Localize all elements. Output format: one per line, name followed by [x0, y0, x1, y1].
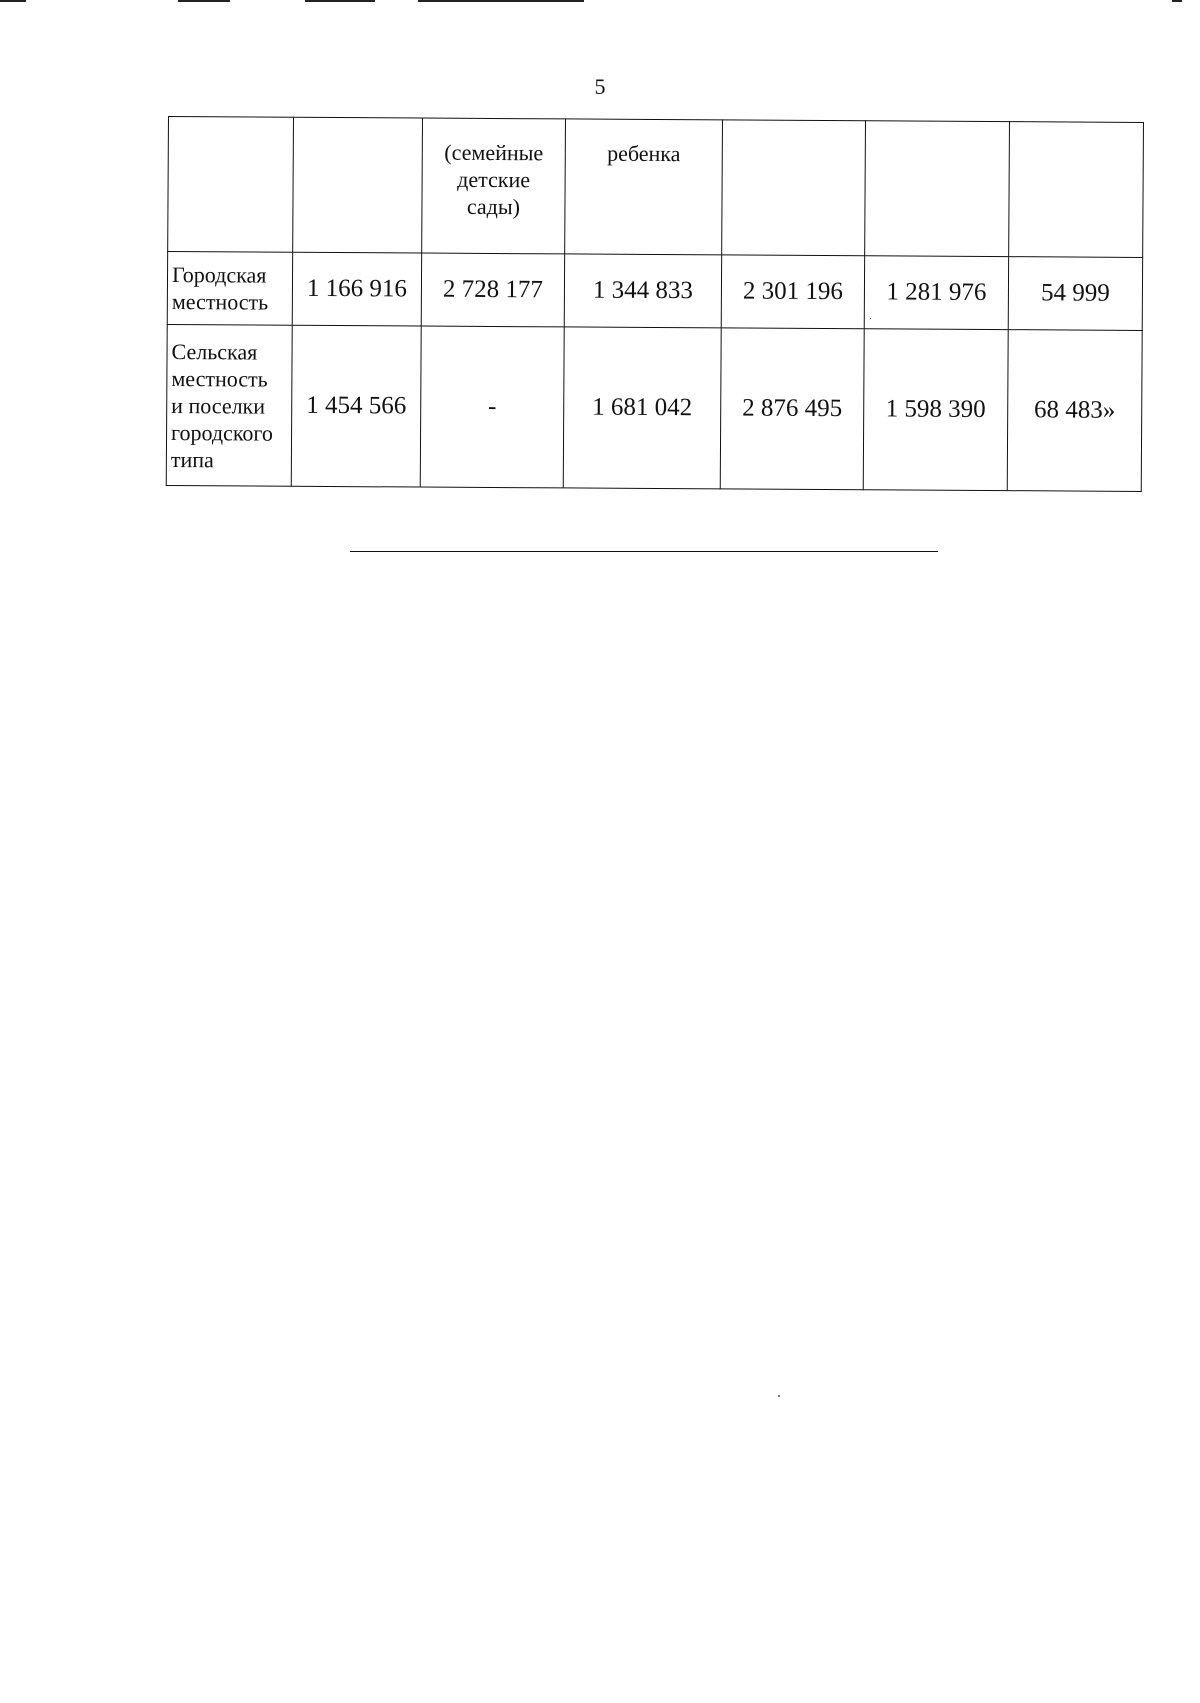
scan-artifact — [178, 0, 230, 2]
table-cell: 1 166 916 — [292, 252, 421, 326]
table-cell: 1 454 566 — [291, 325, 421, 487]
scan-artifact — [418, 0, 584, 2]
header-cell — [293, 117, 423, 253]
table-header-row — [168, 117, 1144, 258]
row-label: Городская местность — [167, 252, 292, 326]
row-label: Сельская местность и поселки городского типа — [166, 324, 292, 486]
page-number: 5 — [594, 74, 606, 99]
header-cell — [722, 120, 866, 256]
header-cell — [865, 121, 1010, 257]
scan-artifact — [1172, 0, 1182, 2]
scan-artifact — [0, 0, 26, 2]
table-cell: 68 483» — [1007, 330, 1142, 492]
end-of-document-rule — [350, 551, 938, 552]
scan-speck — [778, 1395, 780, 1397]
table-row — [166, 324, 1142, 491]
scan-artifact — [305, 0, 375, 2]
table-row — [167, 252, 1142, 331]
table-cell: 1 681 042 — [563, 327, 721, 489]
table-cell: 1 598 390 — [863, 329, 1008, 491]
table-cell: 1 281 976 — [864, 256, 1008, 330]
scan-speck — [870, 318, 871, 319]
data-table — [166, 116, 1144, 492]
header-cell — [1009, 122, 1144, 258]
table-cell: 2 876 495 — [720, 328, 864, 490]
table-cell: 1 344 833 — [564, 254, 721, 328]
table-cell: 2 728 177 — [421, 253, 564, 327]
table-cell: 54 999 — [1008, 257, 1142, 331]
table-cell: - — [420, 326, 564, 488]
header-cell: (семейные детские сады) — [422, 118, 566, 254]
table-cell: 2 301 196 — [721, 255, 864, 329]
header-cell: ребенка — [565, 119, 723, 255]
header-cell — [168, 117, 294, 253]
